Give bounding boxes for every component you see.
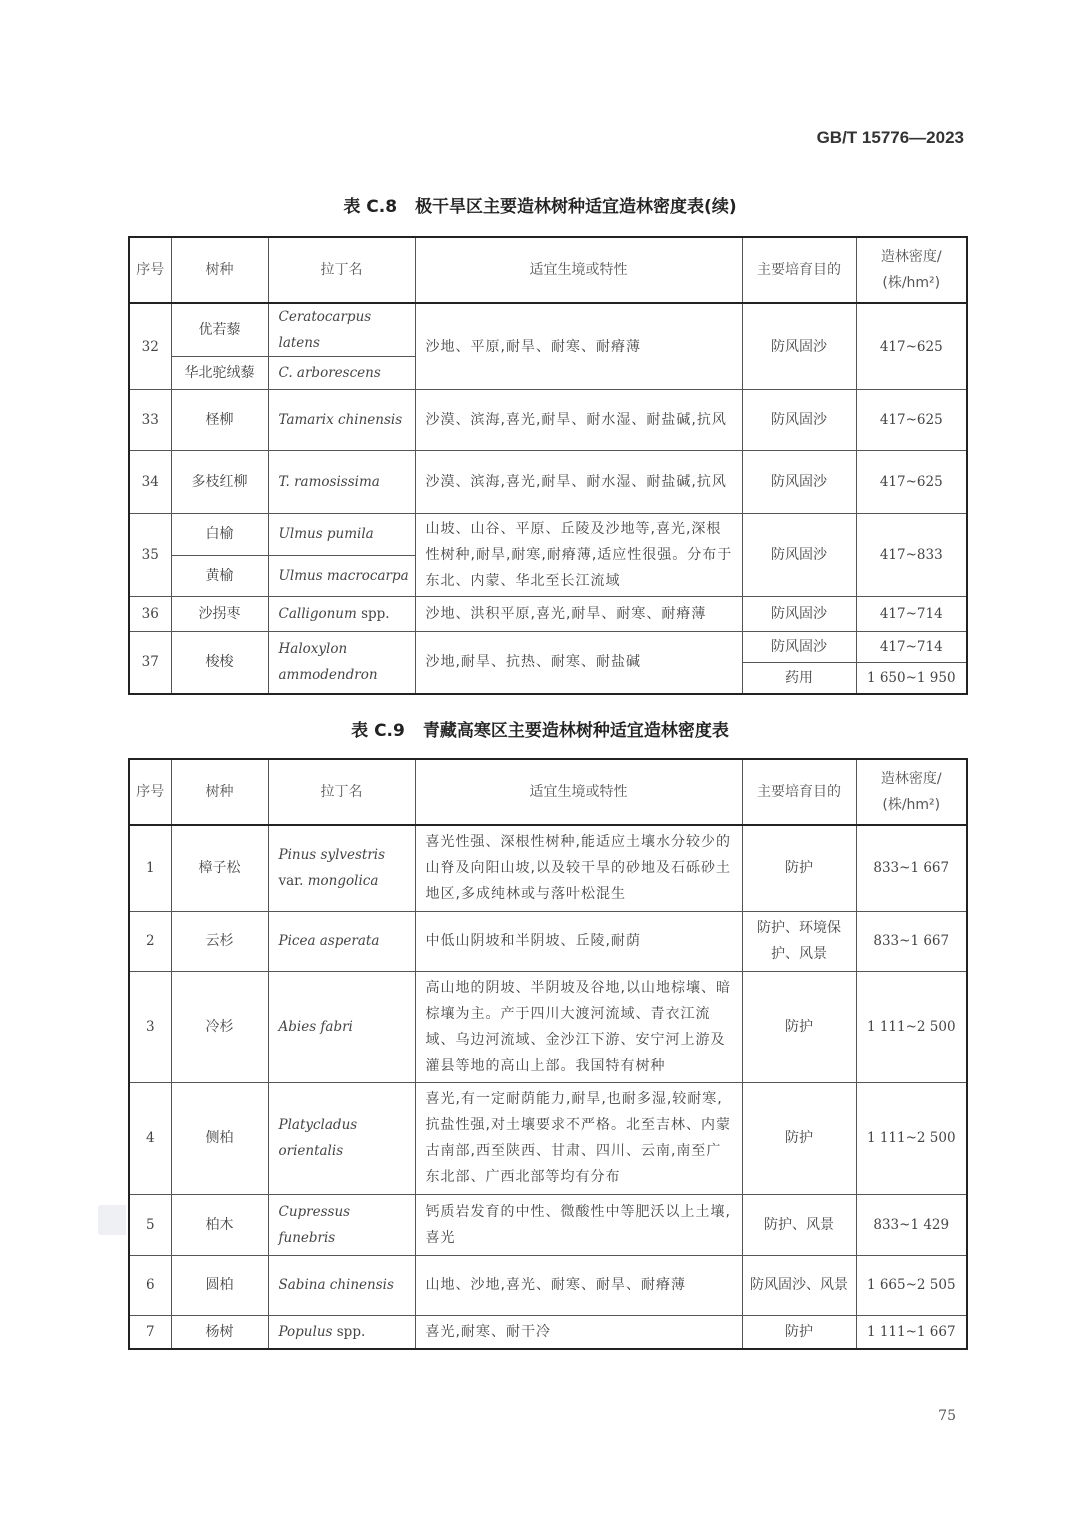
row-no: 2: [129, 911, 171, 971]
species: 樟子松: [171, 825, 268, 911]
table-row: [129, 1082, 967, 1194]
table-row: [129, 597, 967, 632]
latin-name: Haloxylon ammodendron: [268, 632, 415, 694]
row-no: 36: [129, 597, 171, 632]
habitat: 山地、沙地,喜光、耐寒、耐旱、耐瘠薄: [415, 1255, 742, 1315]
latin-name: Ulmus macrocarpa: [268, 555, 415, 597]
purpose: 防风固沙、风景: [742, 1255, 856, 1315]
row-no: 6: [129, 1255, 171, 1315]
purpose: 防风固沙: [742, 390, 856, 451]
density: 1 111~2 500: [856, 1082, 967, 1194]
header-density: 造林密度/ (株/hm²): [856, 237, 967, 303]
species: 梭梭: [171, 632, 268, 694]
density: 417~625: [856, 390, 967, 451]
habitat: 钙质岩发育的中性、微酸性中等肥沃以上土壤,喜光: [415, 1194, 742, 1255]
habitat: 沙地、平原,耐旱、耐寒、耐瘠薄: [415, 303, 742, 390]
purpose: 防护: [742, 1315, 856, 1349]
table-row: [129, 1315, 967, 1349]
table-c9-number: 表 C.9: [351, 721, 405, 741]
density: 1 111~1 667: [856, 1315, 967, 1349]
table-header-row: [129, 759, 967, 825]
latin-name: Sabina chinensis: [268, 1255, 415, 1315]
purpose: 防风固沙: [742, 514, 856, 597]
table-c9-caption: 青藏高寒区主要造林树种适宜造林密度表: [422, 721, 729, 741]
latin-name: Tamarix chinensis: [268, 390, 415, 451]
row-no: 35: [129, 514, 171, 597]
density: 417~625: [856, 303, 967, 390]
row-no: 33: [129, 390, 171, 451]
table-c9-title: [0, 716, 1080, 741]
purpose: 防护、环境保护、风景: [742, 911, 856, 971]
purpose: 防护: [742, 1082, 856, 1194]
latin-name: Pinus sylvestris var. mongolica: [268, 825, 415, 911]
document-code: GB/T 15776—2023: [816, 128, 964, 147]
header-purpose: 主要培育目的: [742, 759, 856, 825]
density: 1 111~2 500: [856, 971, 967, 1082]
density: 1 650~1 950: [856, 663, 967, 694]
header-density: 造林密度/ (株/hm²): [856, 759, 967, 825]
latin-name: T. ramosissima: [268, 451, 415, 514]
purpose: 防护: [742, 971, 856, 1082]
purpose: 防风固沙: [742, 597, 856, 632]
density: 833~1 667: [856, 911, 967, 971]
side-tab-mark: [98, 1205, 126, 1235]
species: 沙拐枣: [171, 597, 268, 632]
latin-name: Picea asperata: [268, 911, 415, 971]
latin-name: Platycladus orientalis: [268, 1082, 415, 1194]
purpose: 防风固沙: [742, 303, 856, 390]
habitat: 喜光,耐寒、耐干冷: [415, 1315, 742, 1349]
header-no: 序号: [129, 237, 171, 303]
purpose: 防风固沙: [742, 632, 856, 663]
table-row: [129, 1255, 967, 1315]
habitat: 喜光性强、深根性树种,能适应土壤水分较少的山脊及向阳山坡,以及较干旱的砂地及石砾砂土地区,多成纯林或与落叶松混生: [415, 825, 742, 911]
species: 黄榆: [171, 555, 268, 597]
habitat: 沙漠、滨海,喜光,耐旱、耐水湿、耐盐碱,抗风: [415, 390, 742, 451]
purpose: 防风固沙: [742, 451, 856, 514]
header-species: 树种: [171, 237, 268, 303]
table-c8: [128, 236, 968, 695]
purpose: 防护、风景: [742, 1194, 856, 1255]
page-number: 75: [938, 1408, 956, 1424]
table-c8-title: [0, 192, 1080, 217]
table-row: [129, 303, 967, 357]
purpose: 药用: [742, 663, 856, 694]
density: 417~714: [856, 632, 967, 663]
species: 优若藜: [171, 303, 268, 357]
latin-name: C. arborescens: [268, 357, 415, 390]
header-purpose: 主要培育目的: [742, 237, 856, 303]
header-latin: 拉丁名: [268, 759, 415, 825]
latin-name: Ulmus pumila: [268, 514, 415, 556]
table-row: [129, 911, 967, 971]
row-no: 32: [129, 303, 171, 390]
species: 白榆: [171, 514, 268, 556]
header-habitat: 适宜生境或特性: [415, 237, 742, 303]
density: 833~1 429: [856, 1194, 967, 1255]
header-no: 序号: [129, 759, 171, 825]
purpose: 防护: [742, 825, 856, 911]
row-no: 4: [129, 1082, 171, 1194]
density: 417~625: [856, 451, 967, 514]
habitat: 山坡、山谷、平原、丘陵及沙地等,喜光,深根性树种,耐旱,耐寒,耐瘠薄,适应性很强。分布于东北、内蒙、华北至长江流域: [415, 514, 742, 597]
species: 侧柏: [171, 1082, 268, 1194]
row-no: 1: [129, 825, 171, 911]
species: 云杉: [171, 911, 268, 971]
latin-name: Populus spp.: [268, 1315, 415, 1349]
species: 圆柏: [171, 1255, 268, 1315]
table-c9: [128, 758, 968, 1350]
species: 柏木: [171, 1194, 268, 1255]
row-no: 3: [129, 971, 171, 1082]
table-row: [129, 825, 967, 911]
row-no: 34: [129, 451, 171, 514]
latin-name: Calligonum spp.: [268, 597, 415, 632]
latin-name: Cupressus funebris: [268, 1194, 415, 1255]
species: 柽柳: [171, 390, 268, 451]
species: 冷杉: [171, 971, 268, 1082]
density: 1 665~2 505: [856, 1255, 967, 1315]
header-latin: 拉丁名: [268, 237, 415, 303]
density: 833~1 667: [856, 825, 967, 911]
table-row: [129, 1194, 967, 1255]
table-c8-caption: 极干旱区主要造林树种适宜造林密度表(续): [415, 197, 737, 217]
table-row: [129, 971, 967, 1082]
habitat: 高山地的阴坡、半阴坡及谷地,以山地棕壤、暗棕壤为主。产于四川大渡河流域、青衣江流域、乌边河流域、金沙江下游、安宁河上游及灌县等地的高山上部。我国特有树种: [415, 971, 742, 1082]
habitat: 喜光,有一定耐荫能力,耐旱,也耐多湿,较耐寒,抗盐性强,对土壤要求不严格。北至吉林、内蒙古南部,西至陕西、甘肃、四川、云南,南至广东北部、广西北部等均有分布: [415, 1082, 742, 1194]
density: 417~833: [856, 514, 967, 597]
latin-name: Abies fabri: [268, 971, 415, 1082]
habitat: 沙地,耐旱、抗热、耐寒、耐盐碱: [415, 632, 742, 694]
table-row: [129, 632, 967, 663]
table-header-row: [129, 237, 967, 303]
species: 杨树: [171, 1315, 268, 1349]
row-no: 7: [129, 1315, 171, 1349]
header-species: 树种: [171, 759, 268, 825]
row-no: 37: [129, 632, 171, 694]
table-row: [129, 451, 967, 514]
habitat: 沙漠、滨海,喜光,耐旱、耐水湿、耐盐碱,抗风: [415, 451, 742, 514]
density: 417~714: [856, 597, 967, 632]
table-c8-number: 表 C.8: [343, 197, 398, 217]
latin-name: Ceratocarpus latens: [268, 303, 415, 357]
table-row: [129, 390, 967, 451]
species: 多枝红柳: [171, 451, 268, 514]
habitat: 沙地、洪积平原,喜光,耐旱、耐寒、耐瘠薄: [415, 597, 742, 632]
species: 华北驼绒藜: [171, 357, 268, 390]
habitat: 中低山阴坡和半阴坡、丘陵,耐荫: [415, 911, 742, 971]
row-no: 5: [129, 1194, 171, 1255]
header-habitat: 适宜生境或特性: [415, 759, 742, 825]
table-row: [129, 514, 967, 556]
